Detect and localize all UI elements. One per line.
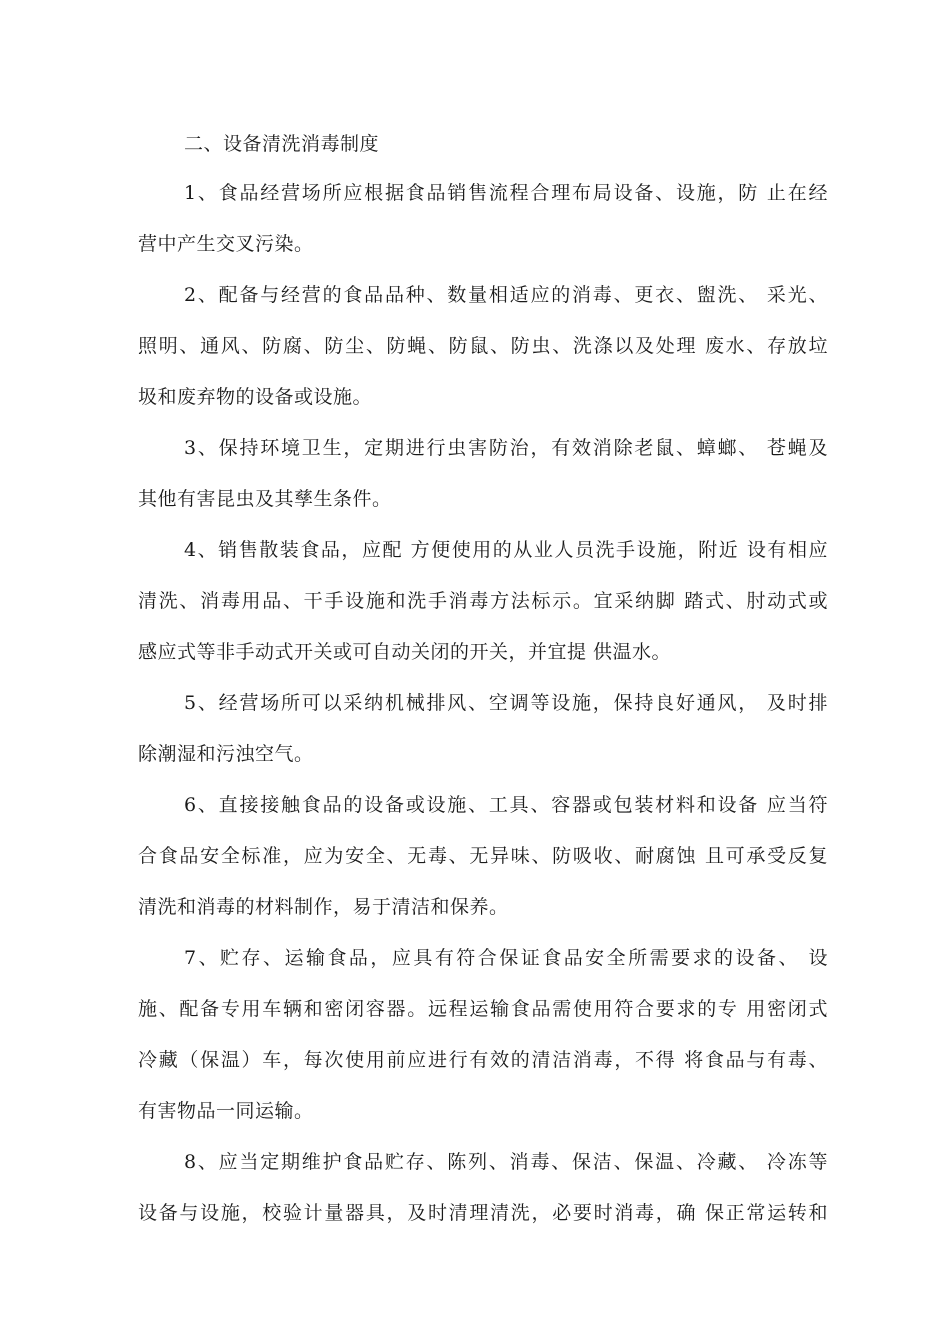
paragraph [138, 168, 828, 270]
paragraph-line: 施、配备专用车辆和密闭容器。远程运输食品需使用符合要求的专 用密闭式 [138, 998, 828, 1020]
paragraph-line: 6、直接接触食品的设备或设施、工具、容器或包装材料和设备 应当符 [184, 794, 828, 816]
paragraph-line: 冷藏（保温）车，每次使用前应进行有效的清洁消毒，不得 将食品与有毒、 [138, 1049, 828, 1071]
paragraph-line: 圾和废弃物的设备或设施。 [138, 386, 373, 408]
paragraph-line: 8、应当定期维护食品贮存、陈列、消毒、保洁、保温、冷藏、 冷冻等 [184, 1151, 828, 1173]
section-heading: 二、设备清洗消毒制度 [184, 133, 380, 155]
paragraph [138, 270, 828, 423]
document-page [138, 120, 828, 1239]
paragraph-line: 清洗、消毒用品、干手设施和洗手消毒方法标示。宜采纳脚 踏式、肘动式或 [138, 590, 828, 612]
paragraph-line: 1、食品经营场所应根据食品销售流程合理布局设备、设施，防 止在经 [184, 182, 828, 204]
paragraph-line: 4、销售散装食品，应配 方便使用的从业人员洗手设施，附近 设有相应 [184, 539, 828, 561]
paragraph [138, 780, 828, 933]
paragraph-line: 2、配备与经营的食品品种、数量相适应的消毒、更衣、盥洗、 采光、 [184, 284, 828, 306]
paragraph-line: 其他有害昆虫及其孳生条件。 [138, 488, 392, 510]
paragraph-line: 照明、通风、防腐、防尘、防蝇、防鼠、防虫、洗涤以及处理 废水、存放垃 [138, 335, 828, 357]
paragraph [138, 933, 828, 1137]
paragraph-line: 清洗和消毒的材料制作，易于清洁和保养。 [138, 896, 509, 918]
paragraph [138, 423, 828, 525]
paragraph [138, 678, 828, 780]
paragraph-line: 3、保持环境卫生，定期进行虫害防治，有效消除老鼠、蟑螂、 苍蝇及 [184, 437, 828, 459]
paragraph-line: 5、经营场所可以采纳机械排风、空调等设施，保持良好通风， 及时排 [184, 692, 828, 714]
paragraph-line: 除潮湿和污浊空气。 [138, 743, 314, 765]
paragraph-line: 7、贮存、运输食品，应具有符合保证食品安全所需要求的设备、 设 [184, 947, 828, 969]
paragraph-line: 合食品安全标准，应为安全、无毒、无异味、防吸收、耐腐蚀 且可承受反复 [138, 845, 828, 867]
paragraph-line: 感应式等非手动式开关或可自动关闭的开关，并宜提 供温水。 [138, 641, 672, 663]
paragraph-line: 有害物品一同运输。 [138, 1100, 314, 1122]
paragraph [138, 525, 828, 678]
paragraph-list [138, 168, 828, 1239]
paragraph-line: 营中产生交叉污染。 [138, 233, 314, 255]
paragraph [138, 1137, 828, 1239]
paragraph-line: 设备与设施，校验计量器具，及时清理清洗，必要时消毒，确 保正常运转和 [138, 1202, 828, 1224]
